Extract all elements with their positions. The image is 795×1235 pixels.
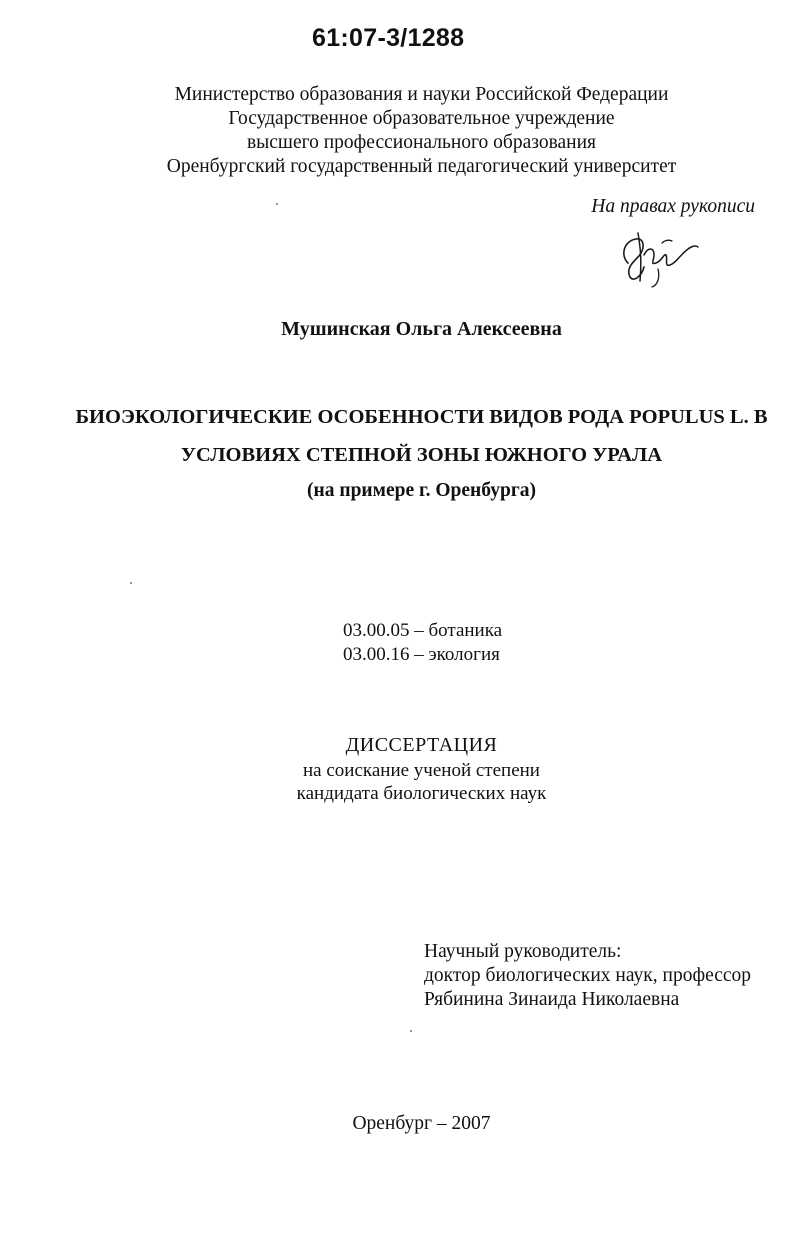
dissertation-heading: ДИССЕРТАЦИЯ bbox=[345, 734, 498, 756]
institution-type-line: Государственное образовательное учреждение bbox=[228, 108, 615, 129]
supervisor-label: Научный руководитель: bbox=[424, 941, 622, 962]
title-line-2: УСЛОВИЯХ СТЕПНОЙ ЗОНЫ ЮЖНОГО УРАЛА bbox=[180, 444, 663, 466]
scan-speck bbox=[276, 203, 278, 205]
degree-line-1: на соискание ученой степени bbox=[303, 760, 540, 781]
university-name-line: Оренбургский государственный педагогический университет bbox=[166, 156, 677, 177]
archive-code: 61:07-3/1288 bbox=[312, 24, 465, 52]
degree-line-2: кандидата биологических наук bbox=[296, 783, 547, 804]
education-level-line: высшего профессионального образования bbox=[246, 132, 597, 153]
place-and-year: Оренбург – 2007 bbox=[352, 1113, 491, 1134]
author-name: Мушинская Ольга Алексеевна bbox=[281, 318, 562, 340]
title-subtitle: (на примере г. Оренбурга) bbox=[307, 480, 536, 501]
supervisor-name: Рябинина Зинаида Николаевна bbox=[424, 989, 680, 1010]
manuscript-rights-note: На правах рукописи bbox=[591, 196, 755, 217]
ministry-line: Министерство образования и науки Российской Федерации bbox=[174, 84, 669, 105]
scan-speck bbox=[410, 1030, 412, 1032]
handwritten-signature bbox=[614, 225, 700, 289]
specialty-ecology: 03.00.16 – экология bbox=[343, 644, 500, 665]
title-line-1: БИОЭКОЛОГИЧЕСКИЕ ОСОБЕННОСТИ ВИДОВ РОДА POPULUS L. В bbox=[75, 406, 768, 428]
specialty-botany: 03.00.05 – ботаника bbox=[343, 620, 503, 641]
supervisor-degree: доктор биологических наук, профессор bbox=[424, 965, 752, 986]
scan-speck bbox=[130, 582, 132, 584]
